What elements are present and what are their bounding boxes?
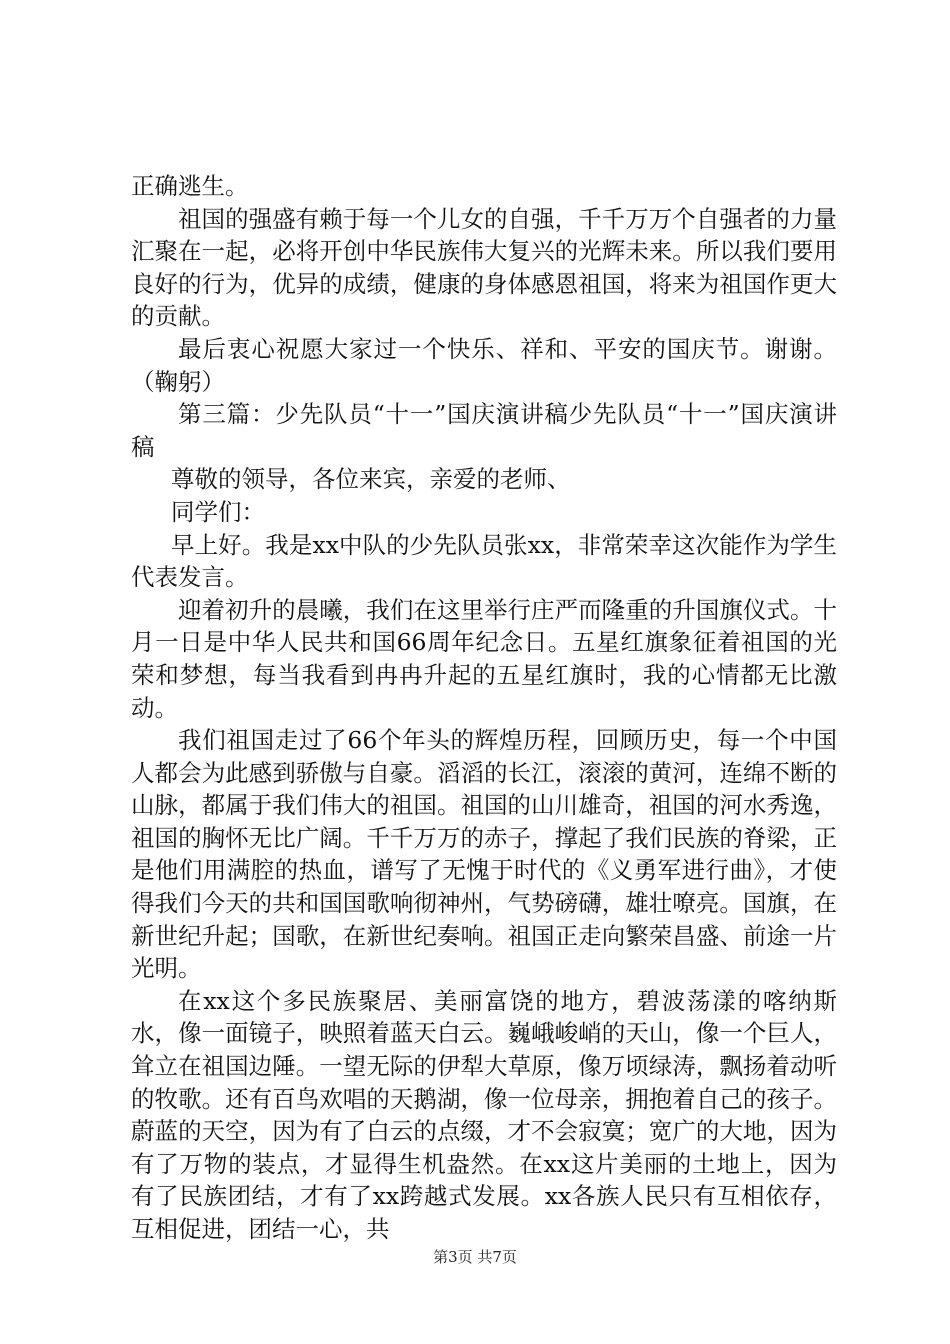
paragraph: 早上好。我是xx中队的少先队员张xx，非常荣幸这次能作为学生代表发言。 [131, 530, 837, 592]
paragraph: 迎着初升的晨曦，我们在这里举行庄严而隆重的升国旗仪式。十月一日是中华人民共和国66周年纪念日。五星红旗象征着祖国的光荣和梦想，每当我看到冉冉升起的五星红旗时，我的心情都无比激动。 [131, 595, 837, 722]
paragraph: 最后衷心祝愿大家过一个快乐、祥和、平安的国庆节。谢谢。（鞠躬） [131, 334, 837, 396]
section-heading: 第三篇：少先队员“十一”国庆演讲稿少先队员“十一”国庆演讲稿 [131, 400, 837, 461]
page-footer: 第3页 共7页 [433, 1248, 517, 1266]
paragraph: 祖国的强盛有赖于每一个儿女的自强，千千万万个自强者的力量汇聚在一起，必将开创中华民族伟大复兴的光辉未来。所以我们要用良好的行为，优异的成绩，健康的身体感恩祖国，将来为祖国作更大的贡献。 [131, 204, 837, 331]
paragraph: 在xx这个多民族聚居、美丽富饶的地方，碧波荡漾的喀纳斯水，像一面镜子，映照着蓝天白云。巍峨峻峭的天山，像一个巨人，耸立在祖国边陲。一望无际的伊犁大草原，像万顷绿涛，飘扬着动听的牧歌。还有百鸟欢唱的天鹅湖，像一位母亲，拥抱着自己的孩子。蔚蓝的天空，因为有了白云的点缀，才不会寂寞；宽广的大地，因为有了万物的装点，才显得生机盎然。在xx这片美丽的土地上，因为有了民族团结，才有了xx跨越式发展。xx各族人民只有互相依存，互相促进，团结一心，共 [131, 986, 837, 1243]
salutation: 尊敬的领导，各位来宾，亲爱的老师、 [171, 465, 571, 494]
document-body [131, 170, 837, 1246]
salutation: 同学们： [171, 497, 265, 526]
paragraph: 我们祖国走过了66个年头的辉煌历程，回顾历史，每一个中国人都会为此感到骄傲与自豪。滔滔的长江，滚滚的黄河，连绵不断的山脉，都属于我们伟大的祖国。祖国的山川雄奇，祖国的河水秀逸，祖国的胸怀无比广阔。千千万万的赤子，撑起了我们民族的脊梁，正是他们用满腔的热血，谱写了无愧于时代的《义勇军进行曲》，才使得我们今天的共和国国歌响彻神州，气势磅礴，雄壮嘹亮。国旗，在新世纪升起；国歌，在新世纪奏响。祖国正走向繁荣昌盛、前途一片光明。 [131, 726, 837, 983]
paragraph-continuation: 正确逃生。 [131, 172, 249, 200]
